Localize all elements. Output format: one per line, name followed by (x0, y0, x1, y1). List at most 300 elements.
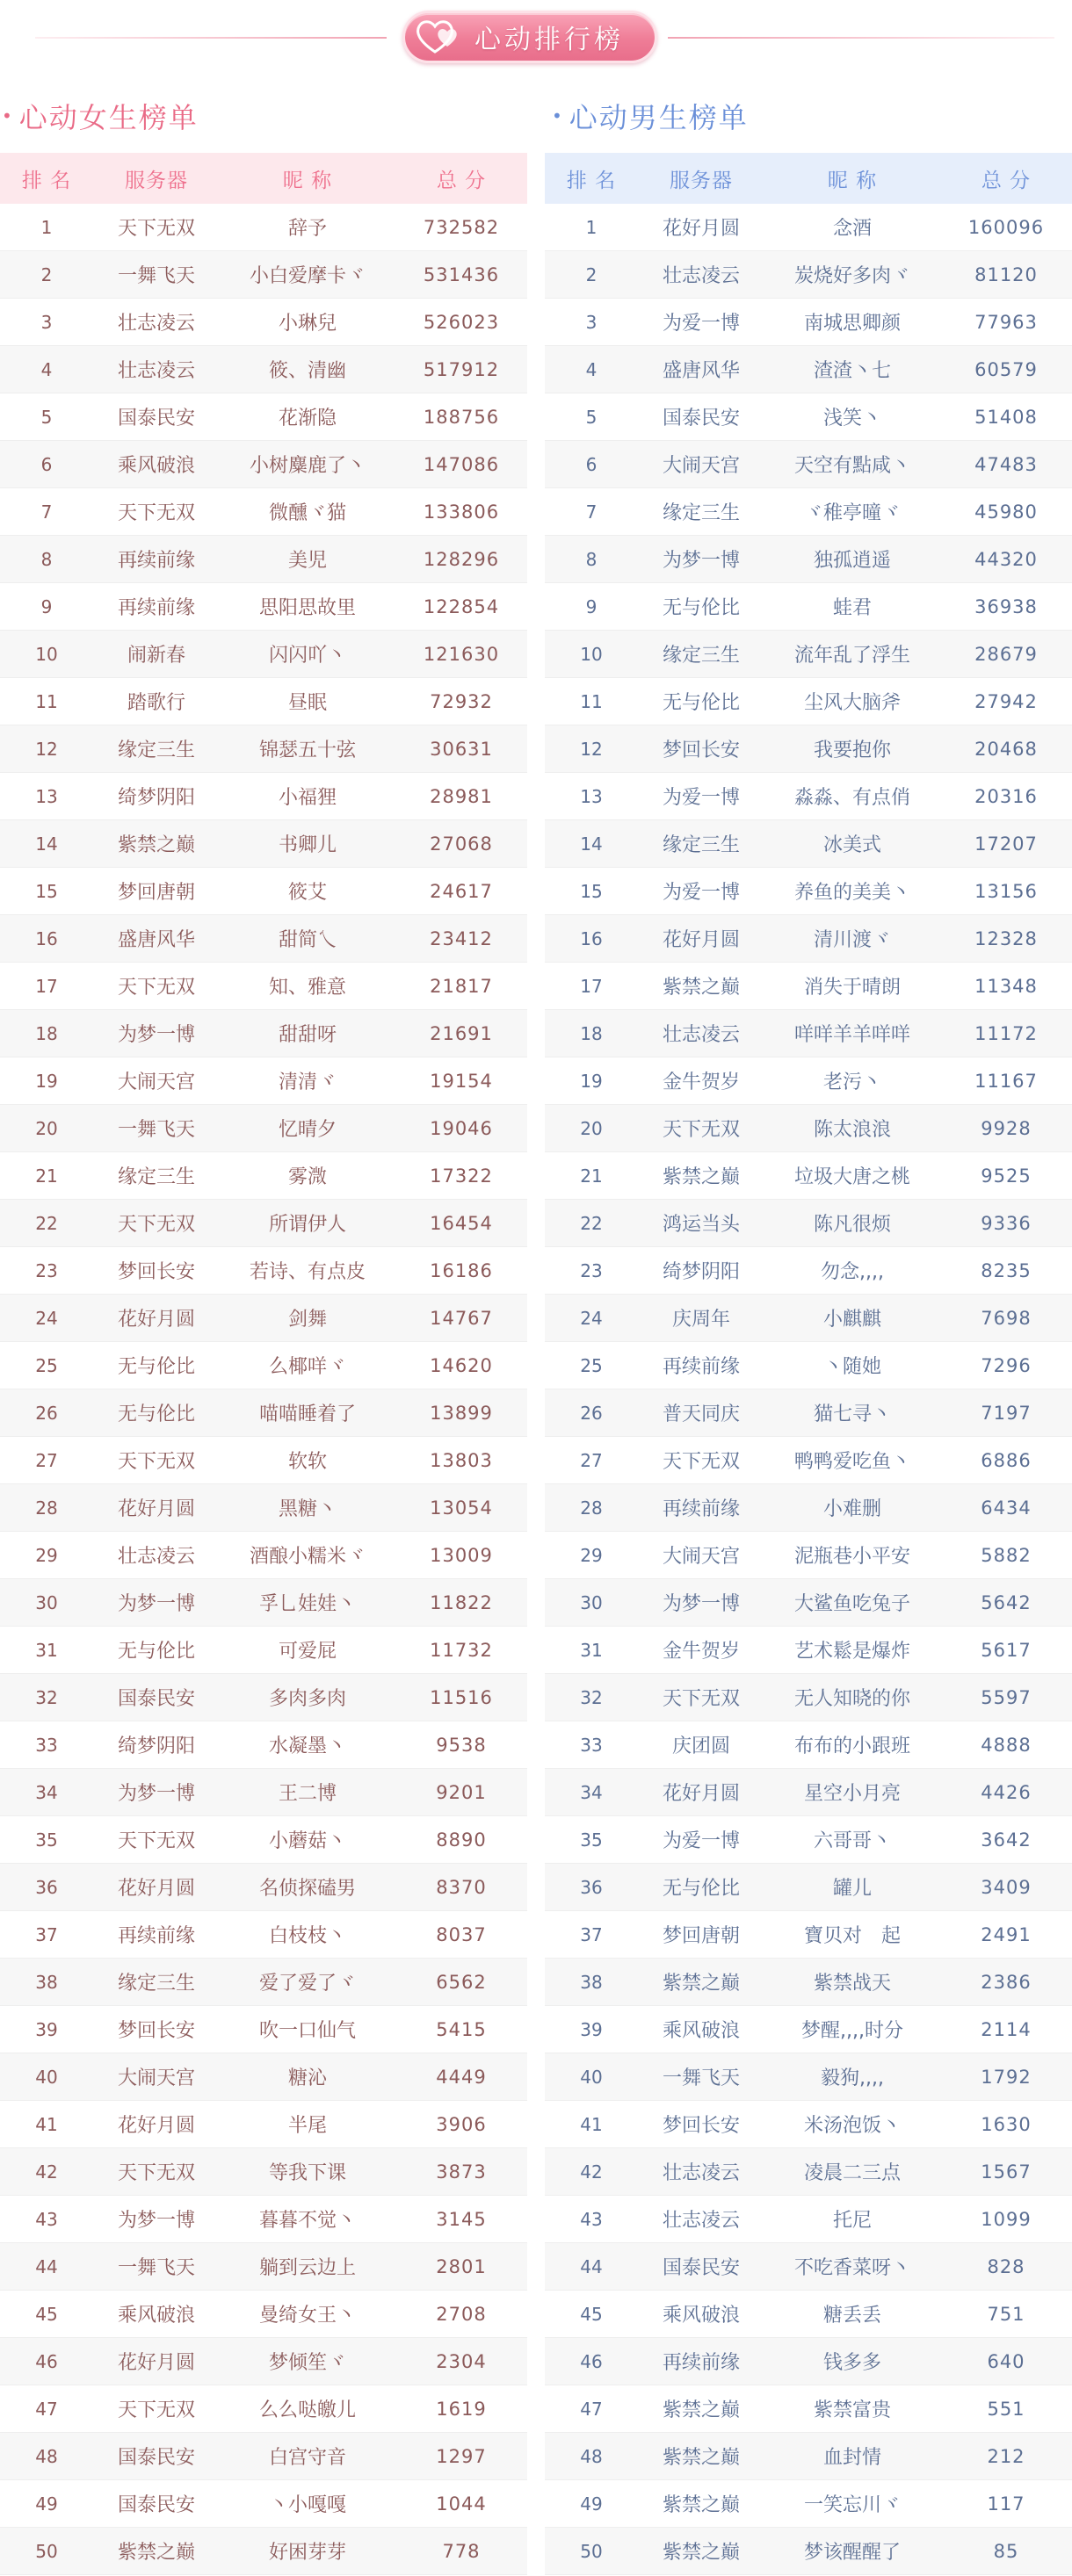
server-cell: 壮志凌云 (93, 1532, 220, 1579)
server-cell: 乘风破浪 (638, 2006, 764, 2053)
score-cell: 8370 (395, 1864, 527, 1911)
score-cell: 751 (940, 2291, 1072, 2338)
server-cell: 紫禁之巅 (638, 2480, 764, 2528)
server-cell: 再续前缘 (93, 536, 220, 583)
banner-divider-left (35, 37, 387, 39)
score-cell: 160096 (940, 204, 1072, 251)
table-row (545, 1864, 1072, 1911)
server-cell: 花好月圆 (638, 915, 764, 963)
table-row (545, 915, 1072, 963)
nickname-cell: 大鲨鱼吃兔子 (764, 1579, 940, 1627)
nickname-cell: 独孤逍遥 (764, 536, 940, 583)
rank-cell: 7 (0, 488, 93, 536)
server-cell: 国泰民安 (93, 393, 220, 441)
nickname-cell: 钱多多 (764, 2338, 940, 2385)
rank-cell: 37 (0, 1911, 93, 1959)
nickname-cell: 丶随她 (764, 1342, 940, 1389)
server-cell: 缘定三生 (638, 488, 764, 536)
nickname-cell: 白枝枝丶 (220, 1911, 395, 1959)
score-cell: 27068 (395, 820, 527, 868)
nickname-cell: 小树麋鹿了丶 (220, 441, 395, 488)
header-rank: 排 名 (0, 153, 93, 204)
rank-cell: 13 (545, 773, 638, 820)
rank-cell: 7 (545, 488, 638, 536)
nickname-cell: 甜简乀 (220, 915, 395, 963)
nickname-cell: 吹一口仙气 (220, 2006, 395, 2053)
nickname-cell: 一笑忘川ヾ (764, 2480, 940, 2528)
server-cell: 梦回长安 (93, 1247, 220, 1295)
table-row (545, 2433, 1072, 2480)
server-cell: 为爱一博 (638, 773, 764, 820)
nickname-cell: 孚乚娃娃丶 (220, 1579, 395, 1627)
rank-cell: 24 (545, 1295, 638, 1342)
server-cell: 国泰民安 (638, 2243, 764, 2291)
score-cell: 526023 (395, 299, 527, 346)
rank-cell: 33 (545, 1721, 638, 1769)
score-cell: 2708 (395, 2291, 527, 2338)
table-row (545, 820, 1072, 868)
rank-cell: 15 (545, 868, 638, 915)
nickname-cell: 水凝墨丶 (220, 1721, 395, 1769)
table-row (545, 2338, 1072, 2385)
score-cell: 147086 (395, 441, 527, 488)
score-cell: 517912 (395, 346, 527, 393)
rank-cell: 16 (545, 915, 638, 963)
score-cell: 11167 (940, 1057, 1072, 1105)
score-cell: 19154 (395, 1057, 527, 1105)
server-cell: 缘定三生 (638, 631, 764, 678)
nickname-cell: 炭烧好多肉ヾ (764, 251, 940, 299)
table-row (545, 299, 1072, 346)
table-row (0, 1816, 527, 1864)
table-row (0, 1911, 527, 1959)
rank-cell: 27 (0, 1437, 93, 1484)
nickname-cell: 血封情 (764, 2433, 940, 2480)
nickname-cell: ヾ稚亭曈ヾ (764, 488, 940, 536)
server-cell: 一舞飞天 (93, 251, 220, 299)
table-header-row (0, 153, 527, 204)
table-row (545, 488, 1072, 536)
server-cell: 绮梦阴阳 (93, 1721, 220, 1769)
nickname-cell: 所谓伊人 (220, 1200, 395, 1247)
score-cell: 6886 (940, 1437, 1072, 1484)
rank-cell: 45 (545, 2291, 638, 2338)
score-cell: 7296 (940, 1342, 1072, 1389)
table-row (545, 1721, 1072, 1769)
table-row (545, 1769, 1072, 1816)
table-row (545, 2528, 1072, 2575)
header-score: 总 分 (395, 153, 527, 204)
rank-cell: 20 (545, 1105, 638, 1152)
score-cell: 3409 (940, 1864, 1072, 1911)
rank-cell: 18 (545, 1010, 638, 1057)
server-cell: 绮梦阴阳 (93, 773, 220, 820)
score-cell: 2114 (940, 2006, 1072, 2053)
server-cell: 国泰民安 (93, 1674, 220, 1721)
nickname-cell: 曼绮女王丶 (220, 2291, 395, 2338)
nickname-cell: 小麒麒 (764, 1295, 940, 1342)
score-cell: 2386 (940, 1959, 1072, 2006)
nickname-cell: 忆晴夕 (220, 1105, 395, 1152)
rank-cell: 31 (0, 1627, 93, 1674)
rank-cell: 36 (545, 1864, 638, 1911)
table-row (0, 1627, 527, 1674)
table-row (0, 1721, 527, 1769)
table-row (545, 773, 1072, 820)
nickname-cell: 寶贝对 起 (764, 1911, 940, 1959)
rank-cell: 25 (0, 1342, 93, 1389)
nickname-cell: 南城思卿颜 (764, 299, 940, 346)
score-cell: 3642 (940, 1816, 1072, 1864)
nickname-cell: 陈凡很烦 (764, 1200, 940, 1247)
ranking-banner (402, 11, 657, 63)
server-cell: 花好月圆 (93, 2338, 220, 2385)
table-row (0, 725, 527, 773)
male-panel-heading (545, 95, 1072, 137)
rank-cell: 33 (0, 1721, 93, 1769)
score-cell: 47483 (940, 441, 1072, 488)
rank-cell: 4 (0, 346, 93, 393)
table-row (545, 868, 1072, 915)
nickname-cell: 老污丶 (764, 1057, 940, 1105)
table-row (0, 1532, 527, 1579)
server-cell: 国泰民安 (638, 393, 764, 441)
table-row (545, 1342, 1072, 1389)
table-row (0, 2433, 527, 2480)
nickname-cell: 雾溦 (220, 1152, 395, 1200)
table-row (0, 820, 527, 868)
nickname-cell: 躺到云边上 (220, 2243, 395, 2291)
nickname-cell: 清清ヾ (220, 1057, 395, 1105)
server-cell: 盛唐风华 (638, 346, 764, 393)
nickname-cell: 甜甜呀 (220, 1010, 395, 1057)
table-row (0, 346, 527, 393)
table-row (545, 2148, 1072, 2196)
rank-cell: 36 (0, 1864, 93, 1911)
rank-cell: 30 (545, 1579, 638, 1627)
table-row (0, 915, 527, 963)
nickname-cell: 小琳兒 (220, 299, 395, 346)
table-row (0, 488, 527, 536)
nickname-cell: 喵喵睡着了 (220, 1389, 395, 1437)
server-cell: 为梦一博 (93, 1769, 220, 1816)
rank-cell: 12 (545, 725, 638, 773)
server-cell: 花好月圆 (93, 1864, 220, 1911)
server-cell: 国泰民安 (93, 2433, 220, 2480)
server-cell: 缘定三生 (93, 725, 220, 773)
nickname-cell: 书卿儿 (220, 820, 395, 868)
rank-cell: 3 (0, 299, 93, 346)
rank-cell: 18 (0, 1010, 93, 1057)
server-cell: 为爱一博 (638, 868, 764, 915)
server-cell: 天下无双 (638, 1674, 764, 1721)
server-cell: 壮志凌云 (93, 346, 220, 393)
rank-cell: 4 (545, 346, 638, 393)
table-row (0, 1010, 527, 1057)
nickname-cell: 小福狸 (220, 773, 395, 820)
rank-cell: 1 (545, 204, 638, 251)
table-row (0, 678, 527, 725)
score-cell: 11172 (940, 1010, 1072, 1057)
server-cell: 紫禁之巅 (638, 2433, 764, 2480)
table-row (0, 2480, 527, 2528)
score-cell: 778 (395, 2528, 527, 2575)
table-row (545, 441, 1072, 488)
server-cell: 大闹天宫 (93, 2053, 220, 2101)
rank-cell: 25 (545, 1342, 638, 1389)
table-row (0, 2006, 527, 2053)
hearts-icon (414, 17, 465, 57)
table-row (0, 1484, 527, 1532)
female-table-body (0, 204, 527, 2575)
server-cell: 绮梦阴阳 (638, 1247, 764, 1295)
score-cell: 531436 (395, 251, 527, 299)
server-cell: 再续前缘 (93, 583, 220, 631)
table-header-row (545, 153, 1072, 204)
server-cell: 为梦一博 (93, 1010, 220, 1057)
table-row (0, 1769, 527, 1816)
server-cell: 一舞飞天 (93, 2243, 220, 2291)
score-cell: 16186 (395, 1247, 527, 1295)
rank-cell: 34 (0, 1769, 93, 1816)
rank-cell: 16 (0, 915, 93, 963)
nickname-cell: 暮暮不觉丶 (220, 2196, 395, 2243)
server-cell: 无与伦比 (93, 1627, 220, 1674)
score-cell: 2801 (395, 2243, 527, 2291)
score-cell: 11516 (395, 1674, 527, 1721)
rank-cell: 46 (545, 2338, 638, 2385)
rank-cell: 8 (545, 536, 638, 583)
rank-cell: 8 (0, 536, 93, 583)
table-row (545, 1532, 1072, 1579)
score-cell: 4449 (395, 2053, 527, 2101)
server-cell: 紫禁之巅 (638, 1959, 764, 2006)
nickname-cell: 泥瓶巷小平安 (764, 1532, 940, 1579)
score-cell: 36938 (940, 583, 1072, 631)
male-panel-title: 心动男生榜单 (569, 101, 749, 134)
table-row (0, 1864, 527, 1911)
rank-cell: 49 (0, 2480, 93, 2528)
nickname-cell: 无人知晓的你 (764, 1674, 940, 1721)
server-cell: 缘定三生 (93, 1152, 220, 1200)
nickname-cell: 思阳思故里 (220, 583, 395, 631)
nickname-cell: 清川渡ヾ (764, 915, 940, 963)
rank-cell: 19 (0, 1057, 93, 1105)
score-cell: 51408 (940, 393, 1072, 441)
nickname-cell: 六哥哥丶 (764, 1816, 940, 1864)
nickname-cell: 咩咩羊羊咩咩 (764, 1010, 940, 1057)
score-cell: 5642 (940, 1579, 1072, 1627)
rank-cell: 24 (0, 1295, 93, 1342)
table-row (545, 1484, 1072, 1532)
rank-cell: 14 (0, 820, 93, 868)
nickname-cell: 酒酿小糯米ヾ (220, 1532, 395, 1579)
nickname-cell: 好困芽芽 (220, 2528, 395, 2575)
score-cell: 1619 (395, 2385, 527, 2433)
table-row (545, 1674, 1072, 1721)
score-cell: 4888 (940, 1721, 1072, 1769)
server-cell: 金牛贺岁 (638, 1057, 764, 1105)
rank-cell: 6 (0, 441, 93, 488)
rank-cell: 23 (545, 1247, 638, 1295)
nickname-cell: 渣渣丶七 (764, 346, 940, 393)
server-cell: 国泰民安 (93, 2480, 220, 2528)
rank-cell: 39 (545, 2006, 638, 2053)
server-cell: 天下无双 (93, 488, 220, 536)
server-cell: 梦回唐朝 (93, 868, 220, 915)
rank-cell: 44 (0, 2243, 93, 2291)
server-cell: 为梦一博 (638, 536, 764, 583)
score-cell: 5882 (940, 1532, 1072, 1579)
nickname-cell: 糖丢丢 (764, 2291, 940, 2338)
rank-cell: 42 (545, 2148, 638, 2196)
score-cell: 77963 (940, 299, 1072, 346)
rank-cell: 22 (545, 1200, 638, 1247)
rank-cell: 15 (0, 868, 93, 915)
server-cell: 鸿运当头 (638, 1200, 764, 1247)
table-row (0, 773, 527, 820)
nickname-cell: 布布的小跟班 (764, 1721, 940, 1769)
rank-cell: 17 (545, 963, 638, 1010)
server-cell: 花好月圆 (638, 204, 764, 251)
score-cell: 3906 (395, 2101, 527, 2148)
female-ranking-panel (0, 95, 527, 2575)
rank-cell: 41 (545, 2101, 638, 2148)
rank-cell: 37 (545, 1911, 638, 1959)
rank-cell: 20 (0, 1105, 93, 1152)
rank-cell: 40 (0, 2053, 93, 2101)
server-cell: 花好月圆 (93, 1295, 220, 1342)
table-row (0, 536, 527, 583)
score-cell: 3873 (395, 2148, 527, 2196)
score-cell: 14767 (395, 1295, 527, 1342)
table-row (545, 1579, 1072, 1627)
rank-cell: 42 (0, 2148, 93, 2196)
server-cell: 为爱一博 (638, 1816, 764, 1864)
table-row (545, 1152, 1072, 1200)
table-row (0, 2148, 527, 2196)
nickname-cell: 勿念,,,, (764, 1247, 940, 1295)
nickname-cell: 梦倾笙ヾ (220, 2338, 395, 2385)
nickname-cell: 名侦探磕男 (220, 1864, 395, 1911)
table-row (545, 393, 1072, 441)
score-cell: 20316 (940, 773, 1072, 820)
server-cell: 紫禁之巅 (93, 820, 220, 868)
table-row (545, 1057, 1072, 1105)
nickname-cell: 浅笑丶 (764, 393, 940, 441)
table-row (0, 2101, 527, 2148)
score-cell: 60579 (940, 346, 1072, 393)
server-cell: 为梦一博 (93, 2196, 220, 2243)
rank-cell: 39 (0, 2006, 93, 2053)
score-cell: 28981 (395, 773, 527, 820)
server-cell: 天下无双 (93, 1816, 220, 1864)
server-cell: 花好月圆 (93, 2101, 220, 2148)
nickname-cell: 蛙君 (764, 583, 940, 631)
male-ranking-panel (545, 95, 1072, 2575)
rank-cell: 9 (0, 583, 93, 631)
table-row (0, 1959, 527, 2006)
nickname-cell: 梦醒,,,,时分 (764, 2006, 940, 2053)
score-cell: 732582 (395, 204, 527, 251)
rank-cell: 32 (0, 1674, 93, 1721)
bullet-dot-icon: • (2, 105, 14, 126)
rank-cell: 47 (0, 2385, 93, 2433)
table-row (0, 631, 527, 678)
server-cell: 无与伦比 (638, 678, 764, 725)
rank-cell: 47 (545, 2385, 638, 2433)
server-cell: 天下无双 (638, 1105, 764, 1152)
server-cell: 壮志凌云 (93, 299, 220, 346)
rank-cell: 11 (0, 678, 93, 725)
score-cell: 121630 (395, 631, 527, 678)
bullet-dot-icon: • (552, 105, 564, 126)
table-row (0, 251, 527, 299)
rank-cell: 21 (545, 1152, 638, 1200)
server-cell: 大闹天宫 (93, 1057, 220, 1105)
table-row (545, 2291, 1072, 2338)
nickname-cell: 消失于晴朗 (764, 963, 940, 1010)
score-cell: 8890 (395, 1816, 527, 1864)
table-row (0, 2528, 527, 2575)
table-row (545, 1911, 1072, 1959)
nickname-cell: 辞予 (220, 204, 395, 251)
nickname-cell: 么么哒皦儿 (220, 2385, 395, 2433)
score-cell: 13803 (395, 1437, 527, 1484)
score-cell: 5415 (395, 2006, 527, 2053)
rank-cell: 50 (545, 2528, 638, 2575)
table-row (545, 204, 1072, 251)
score-cell: 24617 (395, 868, 527, 915)
server-cell: 普天同庆 (638, 1389, 764, 1437)
nickname-cell: 爱了爱了ヾ (220, 1959, 395, 2006)
table-row (0, 583, 527, 631)
score-cell: 12328 (940, 915, 1072, 963)
nickname-cell: 若诗、有点皮 (220, 1247, 395, 1295)
server-cell: 乘风破浪 (93, 441, 220, 488)
rank-cell: 46 (0, 2338, 93, 2385)
server-cell: 无与伦比 (93, 1342, 220, 1389)
rank-cell: 19 (545, 1057, 638, 1105)
table-row (545, 2243, 1072, 2291)
nickname-cell: 王二博 (220, 1769, 395, 1816)
table-row (0, 1437, 527, 1484)
table-row (0, 1057, 527, 1105)
nickname-cell: 等我下课 (220, 2148, 395, 2196)
nickname-cell: 软软 (220, 1437, 395, 1484)
nickname-cell: 艺术鬆是爆炸 (764, 1627, 940, 1674)
rank-cell: 49 (545, 2480, 638, 2528)
table-row (0, 1389, 527, 1437)
server-cell: 一舞飞天 (93, 1105, 220, 1152)
nickname-cell: 筱艾 (220, 868, 395, 915)
score-cell: 11732 (395, 1627, 527, 1674)
table-row (545, 2196, 1072, 2243)
nickname-cell: 锦瑟五十弦 (220, 725, 395, 773)
rank-cell: 26 (0, 1389, 93, 1437)
score-cell: 9201 (395, 1769, 527, 1816)
rank-cell: 38 (545, 1959, 638, 2006)
server-cell: 天下无双 (93, 204, 220, 251)
score-cell: 85 (940, 2528, 1072, 2575)
server-cell: 无与伦比 (93, 1389, 220, 1437)
score-cell: 9538 (395, 1721, 527, 1769)
rank-cell: 17 (0, 963, 93, 1010)
nickname-cell: 我要抱你 (764, 725, 940, 773)
table-row (0, 441, 527, 488)
server-cell: 缘定三生 (638, 820, 764, 868)
score-cell: 117 (940, 2480, 1072, 2528)
